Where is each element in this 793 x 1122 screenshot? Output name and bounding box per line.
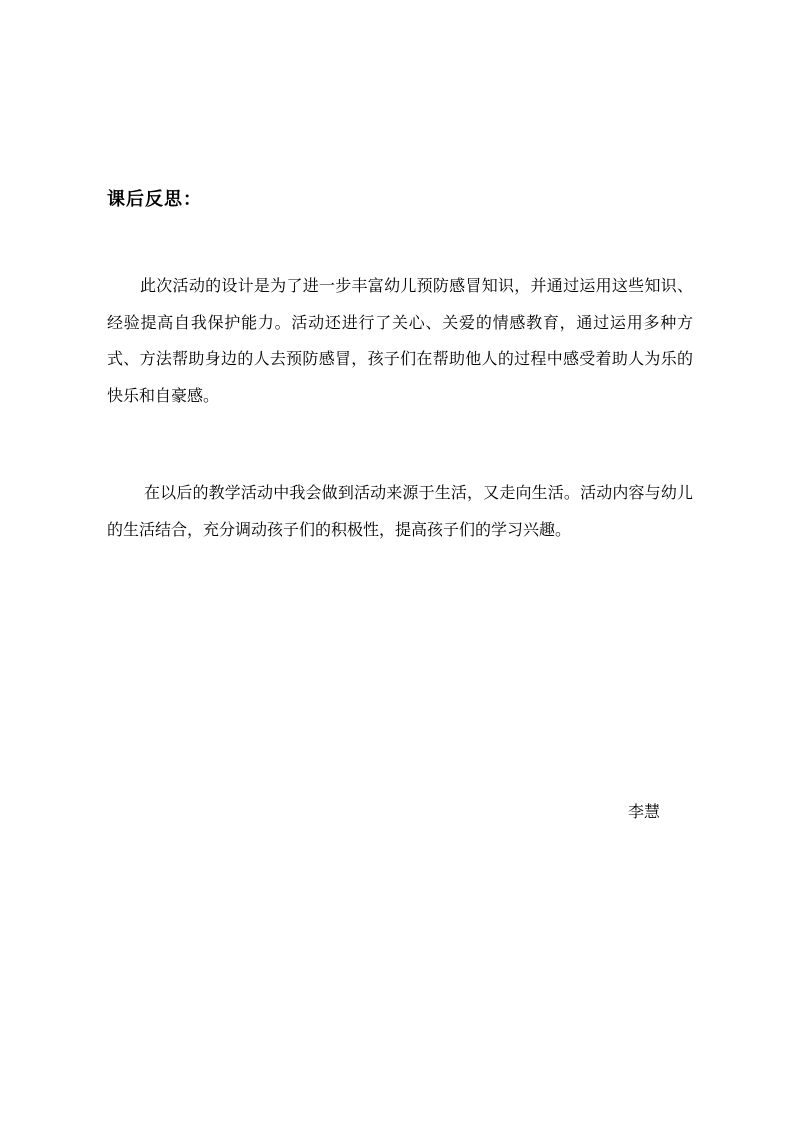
reflection-paragraph-1: 此次活动的设计是为了进一步丰富幼儿预防感冒知识，并通过运用这些知识、经验提高自我保护能力。活动还进行了关心、关爱的情感教育，通过运用多种方式、方法帮助身边的人去预防感冒，孩子们在帮助他人的过程中感受着助人为乐的快乐和自豪感。: [107, 276, 693, 405]
reflection-paragraph-2: 在以后的教学活动中我会做到活动来源于生活，又走向生活。活动内容与幼儿的生活结合，充分调动孩子们的积极性，提高孩子们的学习兴趣。: [107, 483, 693, 539]
author-signature: 李慧: [628, 802, 661, 821]
section-heading: 课后反思：: [107, 189, 202, 210]
